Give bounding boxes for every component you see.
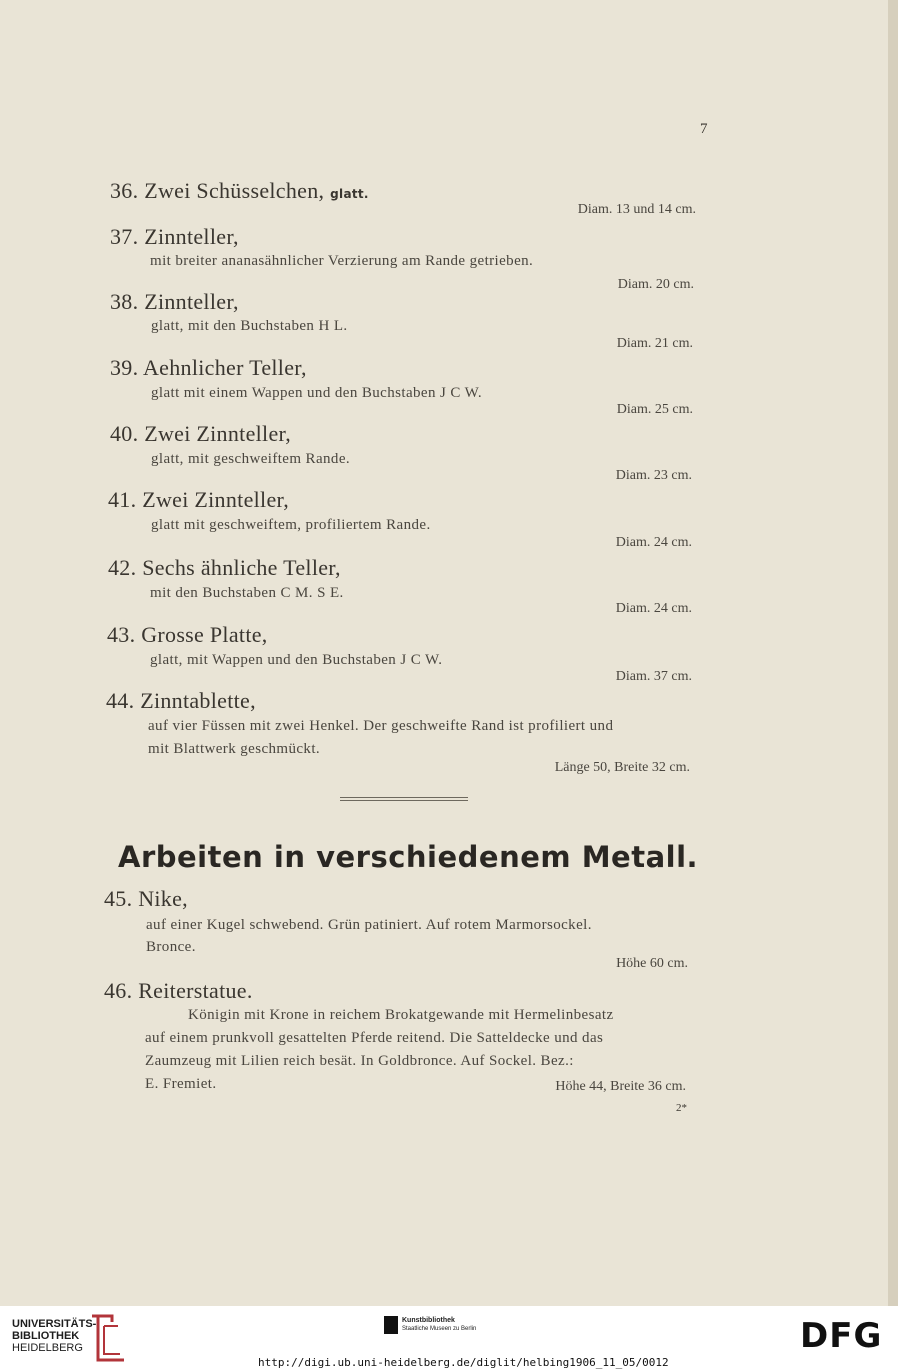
kunstbibliothek-label: Kunstbibliothek Staatliche Museen zu Berlin (402, 1317, 477, 1332)
entry-description: glatt, mit Wappen und den Buchstaben J C W. (150, 652, 443, 668)
kunstbibliothek-logo-icon (384, 1316, 398, 1334)
entry-measure: Diam. 24 cm. (615, 535, 692, 550)
section-divider (340, 797, 468, 798)
entry-measure: Diam. 20 cm. (617, 277, 694, 292)
entry-title: 39. Aehnlicher Teller, (110, 355, 307, 380)
entry-measure: Diam. 21 cm. (616, 336, 693, 351)
entry-description: E. Fremiet. (145, 1076, 217, 1092)
entry-measure: Diam. 25 cm. (616, 402, 693, 417)
entry-description: auf einer Kugel schwebend. Grün patiniert. Auf rotem Marmorsockel. (146, 917, 592, 933)
entry-description: mit Blattwerk geschmückt. (148, 741, 321, 757)
entry-measure: Höhe 60 cm. (616, 956, 688, 971)
entry-measure: Diam. 37 cm. (615, 669, 692, 684)
ub-heidelberg-logo-icon (90, 1312, 126, 1364)
entry-description: mit den Buchstaben C M. S E. (150, 585, 344, 601)
entry-description: mit breiter ananasähnlicher Verzierung am Rande getrieben. (150, 253, 534, 269)
entry-description: Königin mit Krone in reichem Brokatgewande mit Hermelinbesatz (188, 1007, 614, 1023)
entry-measure: Höhe 44, Breite 36 cm. (555, 1079, 686, 1094)
entry-description: auf vier Füssen mit zwei Henkel. Der geschweifte Rand ist profiliert und (148, 718, 614, 734)
entry-description: Zaumzeug mit Lilien reich besät. In Goldbronce. Auf Sockel. Bez.: (145, 1053, 574, 1069)
entry-title: 37. Zinnteller, (110, 224, 239, 249)
entry-measure: Diam. 23 cm. (615, 468, 692, 483)
entry-measure: Diam. 24 cm. (615, 601, 692, 616)
entry-description: glatt mit einem Wappen und den Buchstaben J C W. (151, 385, 483, 401)
page-edge (888, 0, 898, 1306)
entry-title: 43. Grosse Platte, (107, 622, 268, 647)
entry-description: glatt, mit geschweiftem Rande. (151, 451, 351, 467)
signature-mark: 2* (676, 1102, 687, 1114)
entry-title: 42. Sechs ähnliche Teller, (108, 555, 341, 580)
section-divider (340, 800, 468, 801)
page-number: 7 (700, 121, 708, 137)
entry-title: 40. Zwei Zinnteller, (110, 421, 292, 446)
entry-title: 38. Zinnteller, (110, 289, 239, 314)
entry-description: auf einem prunkvoll gesattelten Pferde reitend. Die Satteldecke und das (145, 1030, 604, 1046)
entry-measure: Länge 50, Breite 32 cm. (554, 760, 690, 775)
ub-heidelberg-label: UNIVERSITÄTS- BIBLIOTHEK HEIDELBERG (12, 1318, 97, 1354)
entry-title: 44. Zinntablette, (106, 688, 256, 713)
source-url[interactable]: http://digi.ub.uni-heidelberg.de/diglit/helbing1906_11_05/0012 (258, 1356, 669, 1369)
entry-title: 41. Zwei Zinnteller, (108, 487, 290, 512)
entry-description: glatt mit geschweiftem, profiliertem Rande. (151, 517, 431, 533)
entry-title: 36. Zwei Schüsselchen, glatt. (110, 178, 369, 203)
entry-description: Bronce. (146, 939, 196, 955)
section-heading: Arbeiten in verschiedenem Metall. (118, 840, 699, 874)
entry-measure: Diam. 13 und 14 cm. (577, 202, 696, 217)
dfg-logo: DFG (800, 1316, 883, 1356)
entry-description: glatt, mit den Buchstaben H L. (151, 318, 348, 334)
entry-title: 46. Reiterstatue. (104, 978, 253, 1003)
entry-title: 45. Nike, (104, 886, 188, 911)
entry-inline-note: glatt. (330, 187, 369, 201)
